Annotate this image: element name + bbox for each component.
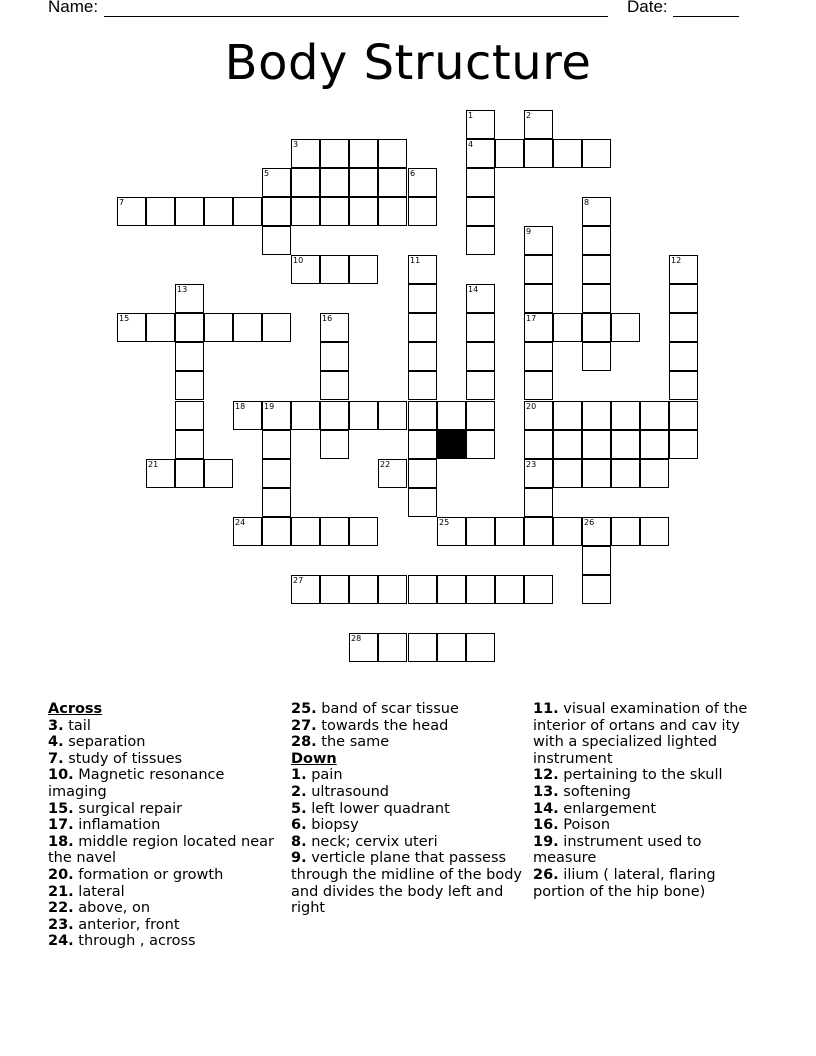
grid-cell[interactable] xyxy=(262,197,291,226)
grid-cell[interactable] xyxy=(408,488,437,517)
grid-cell[interactable] xyxy=(320,255,349,284)
clue-text: band of scar tissue xyxy=(316,701,459,717)
clue-number-label: 19. xyxy=(533,833,559,850)
grid-cell[interactable] xyxy=(291,401,320,430)
clue-number: 14 xyxy=(468,285,479,294)
grid-cell[interactable] xyxy=(437,633,466,662)
grid-cell[interactable] xyxy=(262,430,291,459)
clue-number-label: 11. xyxy=(533,701,559,717)
grid-cell[interactable] xyxy=(378,459,407,488)
grid-cell[interactable] xyxy=(204,459,233,488)
grid-cell[interactable] xyxy=(611,517,640,546)
clue-text: biopsy xyxy=(306,817,359,834)
grid-cell[interactable] xyxy=(320,517,349,546)
grid-cell[interactable] xyxy=(175,342,204,371)
clue-text: pain xyxy=(306,767,343,784)
clue-number: 11 xyxy=(410,256,421,265)
grid-cell[interactable] xyxy=(349,633,378,662)
grid-cell[interactable] xyxy=(437,575,466,604)
grid-cell[interactable] xyxy=(466,342,495,371)
clue-text: Magnetic resonance imaging xyxy=(48,767,225,800)
across-clue-list xyxy=(48,718,278,950)
clue-number: 26 xyxy=(584,518,595,527)
clue-item xyxy=(533,767,758,784)
grid-cell[interactable] xyxy=(408,459,437,488)
clue-number-label: 12. xyxy=(533,767,559,784)
grid-cell[interactable] xyxy=(378,401,407,430)
clue-item xyxy=(533,817,758,834)
grid-cell[interactable] xyxy=(553,139,582,168)
grid-cell[interactable] xyxy=(524,401,553,430)
grid-cell[interactable] xyxy=(320,342,349,371)
grid-cell[interactable] xyxy=(408,371,437,400)
grid-cell[interactable] xyxy=(175,371,204,400)
grid-cell[interactable] xyxy=(408,342,437,371)
clue-item xyxy=(533,701,758,767)
grid-cell[interactable] xyxy=(640,459,669,488)
clue-number: 16 xyxy=(322,314,333,323)
grid-cell[interactable] xyxy=(349,255,378,284)
clue-number: 10 xyxy=(293,256,304,265)
clues-column-2 xyxy=(291,701,531,917)
grid-cell[interactable] xyxy=(524,139,553,168)
grid-cell[interactable] xyxy=(233,517,262,546)
clue-number-label: 10. xyxy=(48,767,74,784)
grid-cell[interactable] xyxy=(378,575,407,604)
clue-text: separation xyxy=(63,734,146,751)
clue-text: middle region located near the navel xyxy=(48,833,275,867)
grid-cell[interactable] xyxy=(669,430,698,459)
grid-cell[interactable] xyxy=(466,226,495,255)
down-clue-list-continued xyxy=(533,701,758,900)
grid-cell[interactable] xyxy=(291,575,320,604)
grid-cell[interactable] xyxy=(524,430,553,459)
clue-number: 2 xyxy=(526,111,532,120)
grid-cell[interactable] xyxy=(524,342,553,371)
clue-item xyxy=(291,767,531,784)
clue-number: 20 xyxy=(526,402,537,411)
black-square xyxy=(437,430,466,459)
clue-text: inflamation xyxy=(73,817,161,834)
grid-cell[interactable] xyxy=(320,401,349,430)
grid-cell[interactable] xyxy=(611,313,640,342)
grid-cell[interactable] xyxy=(233,197,262,226)
grid-cell[interactable] xyxy=(582,284,611,313)
grid-cell[interactable] xyxy=(466,110,495,139)
clue-text: left lower quadrant xyxy=(306,800,450,817)
grid-cell[interactable] xyxy=(175,459,204,488)
clue-number-label: 14. xyxy=(533,800,559,817)
grid-cell[interactable] xyxy=(466,517,495,546)
clue-number-label: 13. xyxy=(533,783,559,800)
clue-number-label: 3. xyxy=(48,717,64,734)
clue-item xyxy=(291,701,531,718)
grid-cell[interactable] xyxy=(291,168,320,197)
grid-cell[interactable] xyxy=(262,488,291,517)
clue-number-label: 23. xyxy=(48,916,74,933)
clue-item xyxy=(533,784,758,801)
clue-number-label: 26. xyxy=(533,866,559,883)
clue-text: surgical repair xyxy=(73,800,183,817)
clue-item xyxy=(48,801,278,818)
grid-cell[interactable] xyxy=(524,284,553,313)
clue-item xyxy=(533,867,758,900)
clue-number-label: 18. xyxy=(48,833,74,850)
grid-cell[interactable] xyxy=(466,575,495,604)
clue-item xyxy=(48,917,278,934)
grid-cell[interactable] xyxy=(582,430,611,459)
grid-cell[interactable] xyxy=(175,197,204,226)
grid-cell[interactable] xyxy=(466,168,495,197)
grid-cell[interactable] xyxy=(495,517,524,546)
grid-cell[interactable] xyxy=(553,401,582,430)
grid-cell[interactable] xyxy=(320,197,349,226)
clue-number-label: 4. xyxy=(48,734,64,751)
grid-cell[interactable] xyxy=(175,313,204,342)
grid-cell[interactable] xyxy=(320,430,349,459)
clue-number-label: 5. xyxy=(291,800,307,817)
grid-cell[interactable] xyxy=(640,517,669,546)
clue-number: 28 xyxy=(351,634,362,643)
grid-cell[interactable] xyxy=(262,313,291,342)
clue-text: ultrasound xyxy=(306,783,389,800)
clue-text: neck; cervix uteri xyxy=(306,833,438,850)
grid-cell[interactable] xyxy=(524,459,553,488)
grid-cell[interactable] xyxy=(524,575,553,604)
clue-number-label: 8. xyxy=(291,833,307,850)
grid-cell[interactable] xyxy=(378,197,407,226)
grid-cell[interactable] xyxy=(349,575,378,604)
clue-number: 18 xyxy=(235,402,246,411)
clue-number: 24 xyxy=(235,518,246,527)
clue-number: 15 xyxy=(119,314,130,323)
clue-number: 22 xyxy=(380,460,391,469)
clue-text: ilium ( lateral, flaring portion of the hip bone) xyxy=(533,866,716,900)
grid-cell[interactable] xyxy=(466,313,495,342)
clue-text: towards the head xyxy=(316,717,449,734)
clue-number: 8 xyxy=(584,198,590,207)
clue-number-label: 1. xyxy=(291,767,307,784)
grid-cell[interactable] xyxy=(146,197,175,226)
clue-number: 17 xyxy=(526,314,537,323)
grid-cell[interactable] xyxy=(146,313,175,342)
grid-cell[interactable] xyxy=(204,197,233,226)
grid-cell[interactable] xyxy=(611,430,640,459)
clue-number: 25 xyxy=(439,518,450,527)
clue-text: above, on xyxy=(73,900,151,917)
clue-number-label: 9. xyxy=(291,850,307,867)
grid-cell[interactable] xyxy=(146,459,175,488)
clue-text: Poison xyxy=(558,817,611,834)
grid-cell[interactable] xyxy=(117,197,146,226)
clue-item xyxy=(291,718,531,735)
grid-cell[interactable] xyxy=(233,401,262,430)
grid-cell[interactable] xyxy=(669,371,698,400)
grid-cell[interactable] xyxy=(349,401,378,430)
clue-number-label: 20. xyxy=(48,866,74,883)
clue-number: 7 xyxy=(119,198,125,207)
clue-text: pertaining to the skull xyxy=(558,767,723,784)
name-label: Name: xyxy=(48,0,99,16)
grid-cell[interactable] xyxy=(669,342,698,371)
grid-cell[interactable] xyxy=(408,284,437,313)
grid-cell[interactable] xyxy=(291,255,320,284)
grid-cell[interactable] xyxy=(524,488,553,517)
grid-cell[interactable] xyxy=(320,313,349,342)
grid-cell[interactable] xyxy=(582,517,611,546)
grid-cell[interactable] xyxy=(669,401,698,430)
clue-text: lateral xyxy=(73,883,125,900)
grid-cell[interactable] xyxy=(408,255,437,284)
clue-number-label: 2. xyxy=(291,783,307,800)
grid-cell[interactable] xyxy=(495,575,524,604)
grid-cell[interactable] xyxy=(175,401,204,430)
grid-cell[interactable] xyxy=(524,313,553,342)
grid-cell[interactable] xyxy=(466,633,495,662)
grid-cell[interactable] xyxy=(553,459,582,488)
grid-cell[interactable] xyxy=(582,546,611,575)
clue-text: verticle plane that passess through the midline of the body and divides the body left and right xyxy=(291,850,522,917)
grid-cell[interactable] xyxy=(466,401,495,430)
clue-text: through , across xyxy=(73,933,196,950)
clue-item xyxy=(48,884,278,901)
clue-item xyxy=(533,801,758,818)
grid-cell[interactable] xyxy=(349,168,378,197)
clue-text: softening xyxy=(558,783,631,800)
clue-number-label: 21. xyxy=(48,883,74,900)
grid-cell[interactable] xyxy=(553,517,582,546)
grid-cell[interactable] xyxy=(408,401,437,430)
clue-number: 9 xyxy=(526,227,532,236)
clue-text: tail xyxy=(63,717,91,734)
grid-cell[interactable] xyxy=(320,168,349,197)
grid-cell[interactable] xyxy=(524,517,553,546)
grid-cell[interactable] xyxy=(204,313,233,342)
clue-item xyxy=(48,834,278,867)
clue-number: 4 xyxy=(468,140,474,149)
grid-cell[interactable] xyxy=(262,226,291,255)
across-clue-list-continued xyxy=(291,701,531,751)
clue-number-label: 6. xyxy=(291,817,307,834)
grid-cell[interactable] xyxy=(640,401,669,430)
clue-item xyxy=(48,817,278,834)
grid-cell[interactable] xyxy=(378,633,407,662)
grid-cell[interactable] xyxy=(582,401,611,430)
grid-cell[interactable] xyxy=(437,517,466,546)
down-clue-list xyxy=(291,767,531,916)
clues-column-3 xyxy=(533,701,758,900)
clue-item xyxy=(48,718,278,735)
grid-cell[interactable] xyxy=(582,313,611,342)
grid-cell[interactable] xyxy=(233,313,262,342)
across-heading: Across xyxy=(48,701,103,717)
grid-cell[interactable] xyxy=(524,371,553,400)
grid-cell[interactable] xyxy=(466,139,495,168)
grid-cell[interactable] xyxy=(349,197,378,226)
grid-cell[interactable] xyxy=(466,430,495,459)
grid-cell[interactable] xyxy=(320,139,349,168)
clue-number-label: 17. xyxy=(48,817,74,834)
grid-cell[interactable] xyxy=(117,313,146,342)
clue-text: instrument used to measure xyxy=(533,833,702,867)
clue-number-label: 7. xyxy=(48,750,64,767)
grid-cell[interactable] xyxy=(408,633,437,662)
grid-cell[interactable] xyxy=(524,110,553,139)
grid-cell[interactable] xyxy=(553,313,582,342)
grid-cell[interactable] xyxy=(349,139,378,168)
clue-item xyxy=(291,817,531,834)
clue-item xyxy=(291,834,531,851)
clue-item xyxy=(48,900,278,917)
grid-cell[interactable] xyxy=(582,459,611,488)
grid-cell[interactable] xyxy=(291,197,320,226)
clue-number: 13 xyxy=(177,285,188,294)
clue-number: 6 xyxy=(410,169,416,178)
clue-number-label: 27. xyxy=(291,717,317,734)
grid-cell[interactable] xyxy=(669,313,698,342)
grid-cell[interactable] xyxy=(408,575,437,604)
grid-cell[interactable] xyxy=(378,168,407,197)
clue-number: 21 xyxy=(148,460,159,469)
grid-cell[interactable] xyxy=(175,284,204,313)
grid-cell[interactable] xyxy=(175,430,204,459)
clue-number-label: 16. xyxy=(533,817,559,834)
grid-cell[interactable] xyxy=(349,517,378,546)
grid-cell[interactable] xyxy=(582,255,611,284)
clue-number: 27 xyxy=(293,576,304,585)
clue-item xyxy=(291,801,531,818)
down-heading: Down xyxy=(291,750,337,767)
grid-cell[interactable] xyxy=(408,313,437,342)
grid-cell[interactable] xyxy=(262,168,291,197)
grid-cell[interactable] xyxy=(495,139,524,168)
grid-cell[interactable] xyxy=(320,371,349,400)
grid-cell[interactable] xyxy=(291,517,320,546)
clue-number-label: 15. xyxy=(48,800,74,817)
grid-cell[interactable] xyxy=(408,168,437,197)
clue-text: enlargement xyxy=(558,800,657,817)
grid-cell[interactable] xyxy=(611,401,640,430)
grid-cell[interactable] xyxy=(582,139,611,168)
grid-cell[interactable] xyxy=(582,342,611,371)
grid-cell[interactable] xyxy=(262,459,291,488)
grid-cell[interactable] xyxy=(378,139,407,168)
grid-cell[interactable] xyxy=(669,255,698,284)
clue-item xyxy=(48,933,278,950)
clue-item xyxy=(48,734,278,751)
grid-cell[interactable] xyxy=(466,197,495,226)
clue-item xyxy=(291,850,531,916)
clue-item xyxy=(291,734,531,751)
grid-cell[interactable] xyxy=(437,401,466,430)
clue-text: anterior, front xyxy=(73,916,180,933)
clues-column-1 xyxy=(48,701,278,950)
grid-cell[interactable] xyxy=(408,197,437,226)
grid-cell[interactable] xyxy=(669,284,698,313)
grid-cell[interactable] xyxy=(262,401,291,430)
clue-text: formation or growth xyxy=(73,866,224,883)
clue-number: 3 xyxy=(293,140,299,149)
clue-text: visual examination of the interior of ortans and cav ity with a specialized lighted instrument xyxy=(533,701,748,767)
grid-cell[interactable] xyxy=(582,575,611,604)
clue-text: the same xyxy=(316,734,390,751)
grid-cell[interactable] xyxy=(640,430,669,459)
clue-number: 5 xyxy=(264,169,270,178)
clue-item xyxy=(48,767,278,800)
grid-cell[interactable] xyxy=(611,459,640,488)
clue-number-label: 25. xyxy=(291,701,317,717)
grid-cell[interactable] xyxy=(291,139,320,168)
clue-number: 12 xyxy=(671,256,682,265)
grid-cell[interactable] xyxy=(466,371,495,400)
clue-number-label: 22. xyxy=(48,900,74,917)
grid-cell[interactable] xyxy=(553,430,582,459)
clue-number: 1 xyxy=(468,111,474,120)
clue-item xyxy=(533,834,758,867)
clue-item xyxy=(48,751,278,768)
grid-cell[interactable] xyxy=(408,430,437,459)
clue-item xyxy=(291,784,531,801)
clue-number: 23 xyxy=(526,460,537,469)
page-title: Body Structure xyxy=(224,35,592,91)
grid-cell[interactable] xyxy=(582,197,611,226)
clue-number-label: 28. xyxy=(291,734,317,751)
clue-item xyxy=(48,867,278,884)
clue-text: study of tissues xyxy=(63,750,183,767)
clue-number: 19 xyxy=(264,402,275,411)
grid-cell[interactable] xyxy=(466,284,495,313)
grid-cell[interactable] xyxy=(524,226,553,255)
date-label: Date: xyxy=(627,0,668,16)
grid-cell[interactable] xyxy=(582,226,611,255)
grid-cell[interactable] xyxy=(320,575,349,604)
clue-number-label: 24. xyxy=(48,933,74,950)
grid-cell[interactable] xyxy=(262,517,291,546)
grid-cell[interactable] xyxy=(524,255,553,284)
